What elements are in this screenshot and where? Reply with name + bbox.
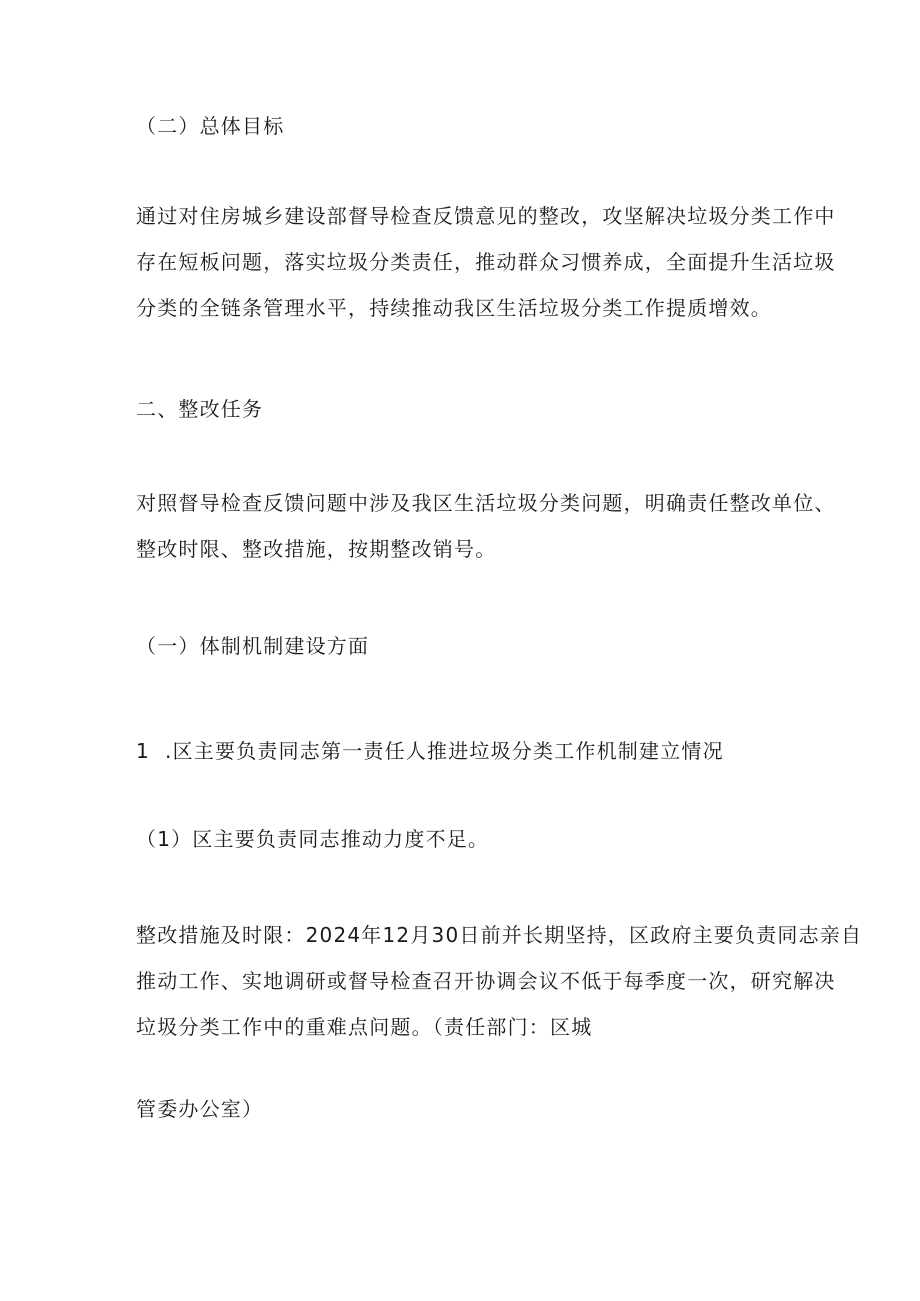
measures-line-2: 推动工作、实地调研或督导检查召开协调会议不低于每季度一次，研究解决 bbox=[136, 969, 836, 993]
item-1-1: （1）区主要负责同志推动力度不足。 bbox=[136, 827, 490, 851]
tasks-line-1: 对照督导检查反馈问题中涉及我区生活垃圾分类问题，明确责任整改单位、 bbox=[136, 491, 836, 515]
heading-mechanism: （一）体制机制建设方面 bbox=[136, 634, 370, 658]
heading-tasks: 二、整改任务 bbox=[136, 397, 264, 421]
goal-line-3: 分类的全链条管理水平，持续推动我区生活垃圾分类工作提质增效。 bbox=[136, 296, 772, 320]
goal-paragraph bbox=[136, 204, 836, 320]
item-1: 1 .区主要负责同志第一责任人推进垃圾分类工作机制建立情况 bbox=[136, 739, 724, 763]
goal-line-1: 通过对住房城乡建设部督导检查反馈意见的整改，攻坚解决垃圾分类工作中 bbox=[136, 204, 836, 228]
heading-overall-goal: （二）总体目标 bbox=[136, 114, 285, 138]
measures-line-1: 整改措施及时限：2024年12月30日前并长期坚持，区政府主要负责同志亲自 bbox=[136, 923, 863, 947]
responsible-dept-tail: 管委办公室） bbox=[136, 1097, 264, 1121]
tasks-line-2: 整改时限、整改措施，按期整改销号。 bbox=[136, 537, 497, 561]
goal-line-2: 存在短板问题，落实垃圾分类责任，推动群众习惯养成，全面提升生活垃圾 bbox=[136, 250, 836, 274]
measures-paragraph bbox=[136, 923, 863, 1039]
tasks-paragraph bbox=[136, 491, 836, 561]
measures-line-3: 垃圾分类工作中的重难点问题。（责任部门：区城 bbox=[136, 1015, 593, 1039]
